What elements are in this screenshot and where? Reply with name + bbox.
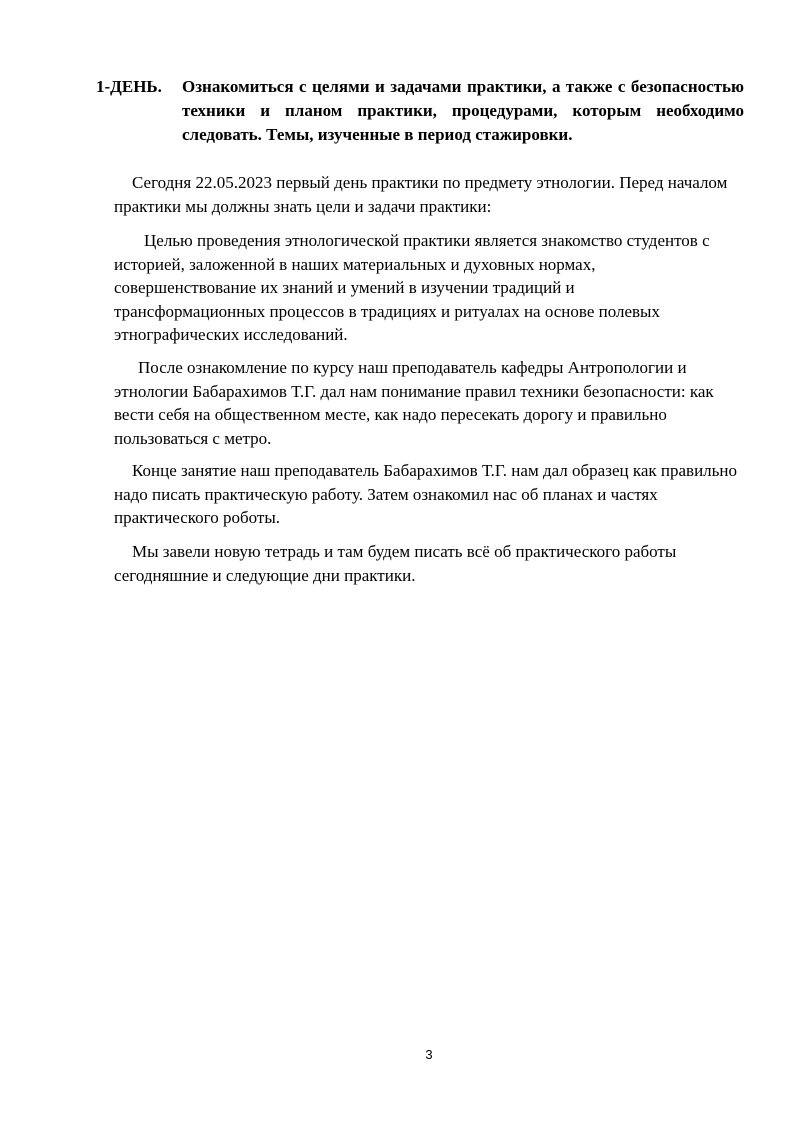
paragraph-intro: Сегодня 22.05.2023 первый день практики по предмету этнологии. Перед началом практики мы должны знать цели и задачи практики: [114,173,728,216]
paragraph-notebook: Мы завели новую тетрадь и там будем писать всё об практического работы сегодняшние и следующие дни практики. [114,542,677,585]
paragraph-goal: Целью проведения этнологической практики является знакомство студентов с историей, заложенной в наших материальных и духовных нормах, совершенствование их знаний и умений в изучении традиций и трансформационных процессов в традициях и ритуалах на основе полевых этнографических исследований. [114,231,710,344]
paragraph-sample-work: Конце занятие наш преподаватель Бабарахимов Т.Г. нам дал образец как правильно надо писать практическую работу. Затем ознакомил нас об планах и частях практического роботы. [114,461,737,527]
page-number: 3 [425,1047,433,1062]
day-heading [96,75,744,147]
day-label: 1-ДЕНЬ. [96,77,162,96]
paragraph-safety: После ознакомление по курсу наш преподаватель кафедры Антропологии и этнологии Бабарахимов Т.Г. дал нам понимание правил техники безопасности: как вести себя на общественном месте, как надо пересекать дорогу и правильно пользоваться с метро. [114,358,714,448]
day-heading-text: Ознакомиться с целями и задачами практики, а также с безопасностью техники и планом практики, процедурами, которым необходимо следовать. Темы, изученные в период стажировки. [182,77,744,144]
